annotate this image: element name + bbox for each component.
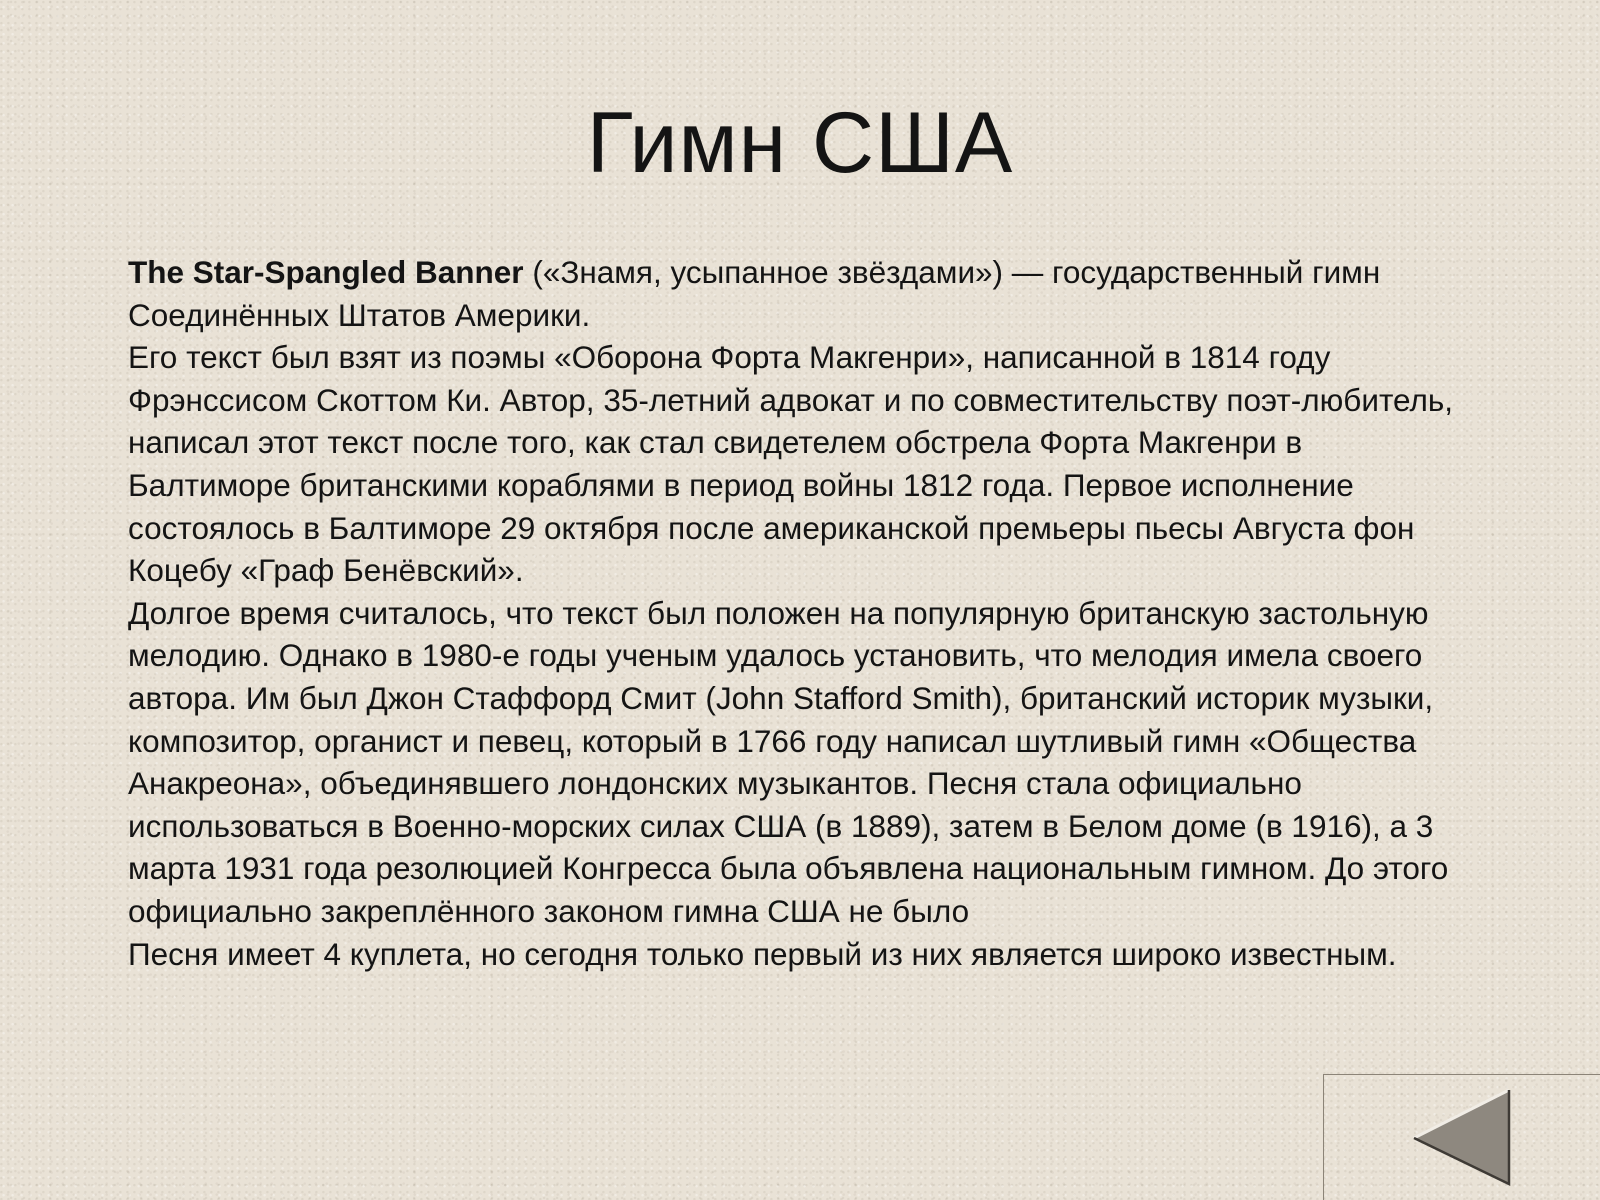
triangle-left-icon	[1414, 1090, 1509, 1184]
anthem-name: The Star-Spangled Banner	[128, 254, 524, 290]
paragraph-melody: Долгое время считалось, что текст был положен на популярную британскую застольную мелодию. Однако в 1980-е годы ученым удалось установить, что мелодия имела своего автора. Им был Джон Стаффорд Смит (John Stafford Smith), британский историк музыки, композитор, органист и певец, который в 1766 году написал шутливый гимн «Общества Анакреона», объединявшего лондонских музыкантов. Песня стала официально использоваться в Военно-морских силах США (в 1889), затем в Белом доме (в 1916), а 3 марта 1931 года резолюцией Конгресса была объявлена национальным гимном. До этого официально закреплённого законом гимна США не было	[128, 594, 1449, 929]
slide-title: Гимн США	[586, 95, 1014, 191]
back-button[interactable]	[1412, 1088, 1512, 1186]
paragraph-verses: Песня имеет 4 куплета, но сегодня только первый из них является широко известным.	[128, 935, 1397, 972]
paragraph-history: Его текст был взят из поэмы «Оборона Форта Макгенри», написанной в 1814 году Фрэнссисом Скоттом Ки. Автор, 35-летний адвокат и по совместительству поэт-любитель, написал этот текст после того, как стал свидетелем обстрела Форта Макгенри в Балтиморе британскими кораблями в период войны 1812 года. Первое исполнение состоялось в Балтиморе 29 октября после американской премьеры пьесы Августа фон Коцебу «Граф Бенёвский».	[128, 339, 1454, 589]
slide-body	[128, 251, 1468, 975]
intro-text: («Знамя, усыпанное звёздами») — государственный гимн Соединённых Штатов Америки.	[128, 254, 1381, 333]
